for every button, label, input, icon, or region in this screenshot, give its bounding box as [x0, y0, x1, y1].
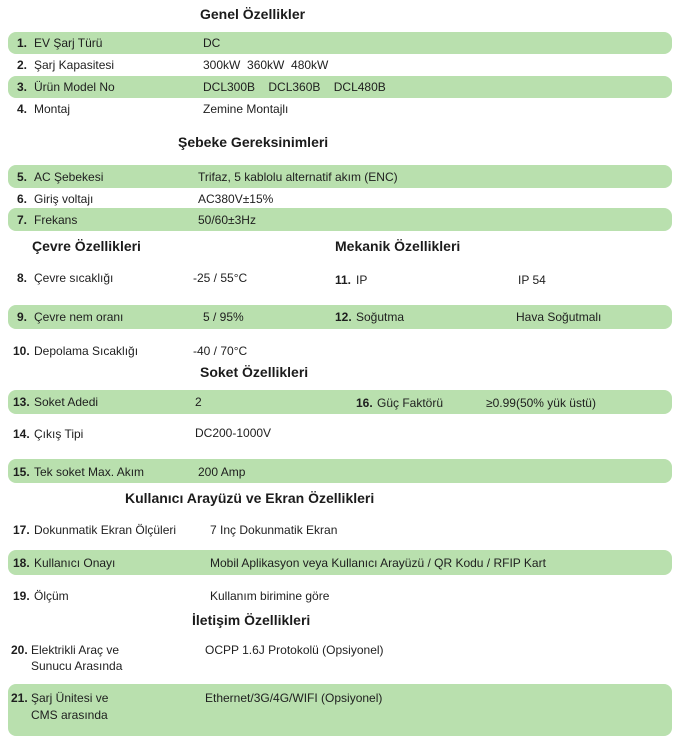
- row-label: Elektrikli Araç ve: [31, 643, 120, 657]
- row-label-line2: CMS arasında: [31, 708, 108, 722]
- row-value: DCL300B DCL360B DCL480B: [203, 80, 386, 94]
- section-heading-sebeke: Şebeke Gereksinimleri: [178, 134, 329, 150]
- row-value: OCPP 1.6J Protokolü (Opsiyonel): [205, 643, 384, 657]
- row-number: 4.: [17, 102, 28, 116]
- row-label-line2: Sunucu Arasında: [31, 659, 123, 673]
- row-number: 5.: [17, 170, 28, 184]
- row-label: AC Şebekesi: [34, 170, 104, 184]
- row-label: Frekans: [34, 213, 78, 227]
- row-number: 9.: [17, 310, 28, 324]
- row-value: Ethernet/3G/4G/WIFI (Opsiyonel): [205, 691, 383, 705]
- row-number: 16.: [356, 396, 373, 410]
- row-value: AC380V±15%: [198, 192, 274, 206]
- row-number: 14.: [13, 427, 30, 441]
- row-label: Dokunmatik Ekran Ölçüleri: [34, 523, 177, 537]
- row-number: 7.: [17, 213, 28, 227]
- row-value: 300kW 360kW 480kW: [203, 58, 329, 72]
- row-label: IP: [356, 273, 368, 287]
- row-value: Zemine Montajlı: [203, 102, 289, 116]
- row-label: Montaj: [34, 102, 71, 116]
- row-label: Güç Faktörü: [377, 396, 444, 410]
- row-label: Çıkış Tipi: [34, 427, 84, 441]
- row-number: 18.: [13, 556, 30, 570]
- row-label: Şarj Kapasitesi: [34, 58, 115, 72]
- section-heading-cevre: Çevre Özellikleri: [32, 238, 141, 254]
- row-label: Çevre sıcaklığı: [34, 271, 114, 285]
- row-value: 5 / 95%: [203, 310, 244, 324]
- row-label: Çevre nem oranı: [34, 310, 124, 324]
- section-heading-genel: Genel Özellikler: [200, 6, 306, 22]
- row-value: ≥0.99(50% yük üstü): [486, 396, 596, 410]
- row-label: EV Şarj Türü: [34, 36, 103, 50]
- row-label: Şarj Ünitesi ve: [31, 691, 109, 705]
- row-value: IP 54: [518, 273, 546, 287]
- row-value: Kullanım birimine göre: [210, 589, 330, 603]
- row-band-1: [8, 32, 672, 54]
- section-heading-soket: Soket Özellikleri: [200, 364, 309, 380]
- row-label: Depolama Sıcaklığı: [34, 344, 139, 358]
- row-value: Trifaz, 5 kablolu alternatif akım (ENC): [198, 170, 398, 184]
- row-label: Tek soket Max. Akım: [34, 465, 145, 479]
- section-heading-iletisim: İletişim Özellikleri: [192, 612, 311, 628]
- section-heading-mekanik: Mekanik Özellikleri: [335, 238, 461, 254]
- row-number: 8.: [17, 271, 28, 285]
- row-label: Ürün Model No: [34, 80, 115, 94]
- row-label: Kullanıcı Onayı: [34, 556, 116, 570]
- row-value: DC: [203, 36, 221, 50]
- row-value: Mobil Aplikasyon veya Kullanıcı Arayüzü / QR Kodu / RFIP Kart: [210, 556, 546, 570]
- row-number: 13.: [13, 395, 30, 409]
- row-label: Soğutma: [356, 310, 405, 324]
- row-band-7: [8, 208, 672, 231]
- row-value: -25 / 55°C: [193, 271, 248, 285]
- row-value: 7 Inç Dokunmatik Ekran: [210, 523, 338, 537]
- row-label: Soket Adedi: [34, 395, 99, 409]
- row-number: 11.: [335, 273, 352, 287]
- row-label: Ölçüm: [34, 589, 69, 603]
- row-value: 50/60±3Hz: [198, 213, 256, 227]
- row-number: 17.: [13, 523, 30, 537]
- row-number: 20.: [11, 643, 28, 657]
- row-value: -40 / 70°C: [193, 344, 248, 358]
- row-value: DC200-1000V: [195, 426, 272, 440]
- row-number: 19.: [13, 589, 30, 603]
- row-value: 2: [195, 395, 202, 409]
- row-label: Giriş voltajı: [34, 192, 94, 206]
- row-number: 2.: [17, 58, 28, 72]
- row-number: 1.: [17, 36, 28, 50]
- row-number: 10.: [13, 344, 30, 358]
- row-value: Hava Soğutmalı: [516, 310, 602, 324]
- row-value: 200 Amp: [198, 465, 246, 479]
- row-number: 3.: [17, 80, 28, 94]
- section-heading-kullanici: Kullanıcı Arayüzü ve Ekran Özellikleri: [125, 490, 375, 506]
- row-number: 15.: [13, 465, 30, 479]
- row-number: 6.: [17, 192, 28, 206]
- row-number: 12.: [335, 310, 352, 324]
- row-number: 21.: [11, 691, 28, 705]
